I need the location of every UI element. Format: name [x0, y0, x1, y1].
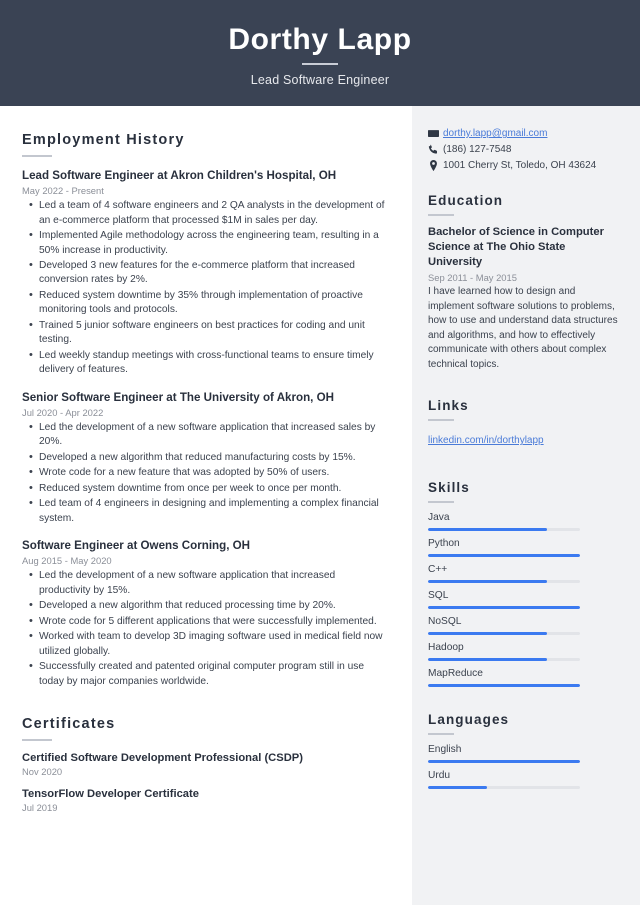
skill-label: SQL — [428, 590, 449, 602]
certificates-list — [22, 752, 388, 813]
skill-level-fill — [428, 580, 547, 583]
job-entry — [22, 538, 388, 689]
spacer — [428, 372, 620, 398]
job-bullet: • Led the development of a new software application that increased sales by 20%. — [22, 421, 388, 450]
language-level-bar — [428, 760, 580, 763]
job-entry — [22, 168, 388, 378]
phone-icon — [428, 144, 443, 155]
contact-row — [428, 128, 620, 139]
job-bullet: • Led weekly standup meetings with cross-functional teams to ensure timely delivery of features. — [22, 349, 388, 378]
candidate-name: Dorthy Lapp — [228, 23, 412, 56]
language-level-bar — [428, 786, 580, 789]
certificate-entry — [22, 752, 388, 777]
job-bullet: • Implemented Agile methodology across the engineering team, resulting in a 50% increase in productivity. — [22, 229, 388, 258]
job-date: Jul 2020 - Apr 2022 — [22, 406, 104, 418]
job-bullet: • Reduced system downtime from once per week to once per month. — [22, 482, 388, 496]
skill-level-bar — [428, 632, 580, 635]
certificate-entry — [22, 788, 388, 813]
section-divider — [22, 155, 52, 157]
skill-item — [428, 642, 620, 661]
spacer — [428, 694, 620, 712]
job-bullet: • Trained 5 junior software engineers on best practices for coding and unit testing. — [22, 319, 388, 348]
skill-label: Python — [428, 538, 460, 550]
contact-row — [428, 144, 620, 155]
spacer — [428, 454, 620, 480]
employment-heading: Employment History — [22, 132, 185, 148]
skill-level-fill — [428, 554, 580, 557]
skill-item — [428, 668, 620, 687]
job-bullet-list — [22, 569, 388, 689]
contact-text: (186) 127-7548 — [443, 144, 512, 155]
language-level-fill — [428, 786, 487, 789]
resume-header — [0, 0, 640, 106]
languages-heading: Languages — [428, 712, 510, 728]
job-date: May 2022 - Present — [22, 185, 104, 197]
job-bullet: • Developed a new algorithm that reduced manufacturing costs by 15%. — [22, 451, 388, 465]
skill-item — [428, 590, 620, 609]
candidate-job-title: Lead Software Engineer — [250, 73, 390, 87]
contact-text: 1001 Cherry St, Toledo, OH 43624 — [443, 160, 597, 171]
job-entry — [22, 390, 388, 526]
section-divider — [428, 501, 454, 503]
name-divider — [302, 63, 338, 65]
job-bullet-list — [22, 421, 388, 526]
language-item — [428, 770, 620, 789]
sidebar-column — [412, 106, 640, 905]
job-bullet: • Led a team of 4 software engineers and 2 QA analysts in the development of an e-commerce platform that processed $1M in sales per day. — [22, 199, 388, 228]
language-level-fill — [428, 760, 580, 763]
skills-heading: Skills — [428, 480, 470, 496]
skills-list — [428, 512, 620, 687]
skill-label: NoSQL — [428, 616, 462, 628]
job-date: Aug 2015 - May 2020 — [22, 555, 112, 567]
envelope-icon — [428, 128, 443, 139]
job-bullet: • Wrote code for 5 different applications that were successfully implemented. — [22, 615, 388, 629]
job-title: Senior Software Engineer at The University of Akron, OH — [22, 390, 335, 404]
skill-level-bar — [428, 554, 580, 557]
links-heading: Links — [428, 398, 469, 414]
certificates-heading: Certificates — [22, 716, 116, 733]
job-bullet: • Led team of 4 engineers in designing and implementing a complex financial system. — [22, 497, 388, 526]
skill-level-bar — [428, 658, 580, 661]
spacer — [22, 690, 388, 716]
languages-list — [428, 744, 620, 789]
employment-section — [22, 132, 388, 689]
contact-list — [428, 128, 620, 171]
skill-level-bar — [428, 528, 580, 531]
skill-item — [428, 564, 620, 583]
job-bullet: • Developed a new algorithm that reduced processing time by 20%. — [22, 599, 388, 613]
skill-item — [428, 616, 620, 635]
skill-level-fill — [428, 684, 580, 687]
language-label: Urdu — [428, 770, 451, 782]
job-bullet-list — [22, 199, 388, 378]
links-section — [428, 398, 620, 448]
certificate-name: TensorFlow Developer Certificate — [22, 788, 199, 801]
skill-level-fill — [428, 528, 547, 531]
job-bullet: • Developed 3 new features for the e-commerce platform that increased conversion rates by 2%. — [22, 259, 388, 288]
language-label: English — [428, 744, 462, 756]
section-divider — [428, 733, 454, 735]
skill-item — [428, 538, 620, 557]
skill-item — [428, 512, 620, 531]
certificates-section — [22, 716, 388, 813]
location-pin-icon — [428, 160, 443, 171]
link-linkedin[interactable]: linkedin.com/in/dorthylapp — [428, 435, 544, 447]
employment-list — [22, 168, 388, 689]
skill-level-bar — [428, 580, 580, 583]
education-date: Sep 2011 - May 2015 — [428, 272, 517, 284]
skill-label: Java — [428, 512, 450, 524]
skill-level-fill — [428, 658, 547, 661]
skill-level-fill — [428, 632, 547, 635]
certificate-date: Nov 2020 — [22, 766, 63, 778]
education-description: I have learned how to design and implement software solutions to problems, how to use and understand data structures and algorithms, and how to effectively communicate with others about complex technical topics. — [428, 286, 618, 370]
skills-section — [428, 480, 620, 687]
job-bullet: • Led the development of a new software application that increased productivity by 15%. — [22, 569, 388, 598]
language-item — [428, 744, 620, 763]
main-column — [0, 106, 412, 905]
certificate-name: Certified Software Development Professional (CSDP) — [22, 752, 303, 765]
skill-level-fill — [428, 606, 580, 609]
job-bullet: • Successfully created and patented original computer program still in use today by major companies worldwide. — [22, 660, 388, 689]
job-bullet: • Reduced system downtime by 35% through implementation of proactive monitoring tools and protocols. — [22, 289, 388, 318]
job-title: Lead Software Engineer at Akron Children's Hospital, OH — [22, 169, 337, 182]
job-bullet: • Wrote code for a new feature that was adopted by 50% of users. — [22, 466, 388, 480]
section-divider — [428, 214, 454, 216]
education-section — [428, 193, 620, 372]
job-title: Software Engineer at Owens Corning, OH — [22, 539, 251, 553]
resume-body — [0, 106, 640, 905]
languages-section — [428, 712, 620, 789]
education-degree: Bachelor of Science in Computer Science at The Ohio State University — [428, 226, 604, 269]
section-divider — [428, 419, 454, 421]
skill-level-bar — [428, 684, 580, 687]
education-heading: Education — [428, 193, 504, 208]
skill-label: C++ — [428, 564, 448, 576]
contact-row — [428, 160, 620, 171]
skill-level-bar — [428, 606, 580, 609]
skill-label: Hadoop — [428, 642, 464, 654]
skill-label: MapReduce — [428, 668, 483, 680]
section-divider — [22, 739, 52, 741]
certificate-date: Jul 2019 — [22, 802, 58, 814]
contact-email-link[interactable]: dorthy.lapp@gmail.com — [443, 128, 548, 139]
job-bullet: • Worked with team to develop 3D imaging software used in medical field now utilized globally. — [22, 630, 388, 659]
